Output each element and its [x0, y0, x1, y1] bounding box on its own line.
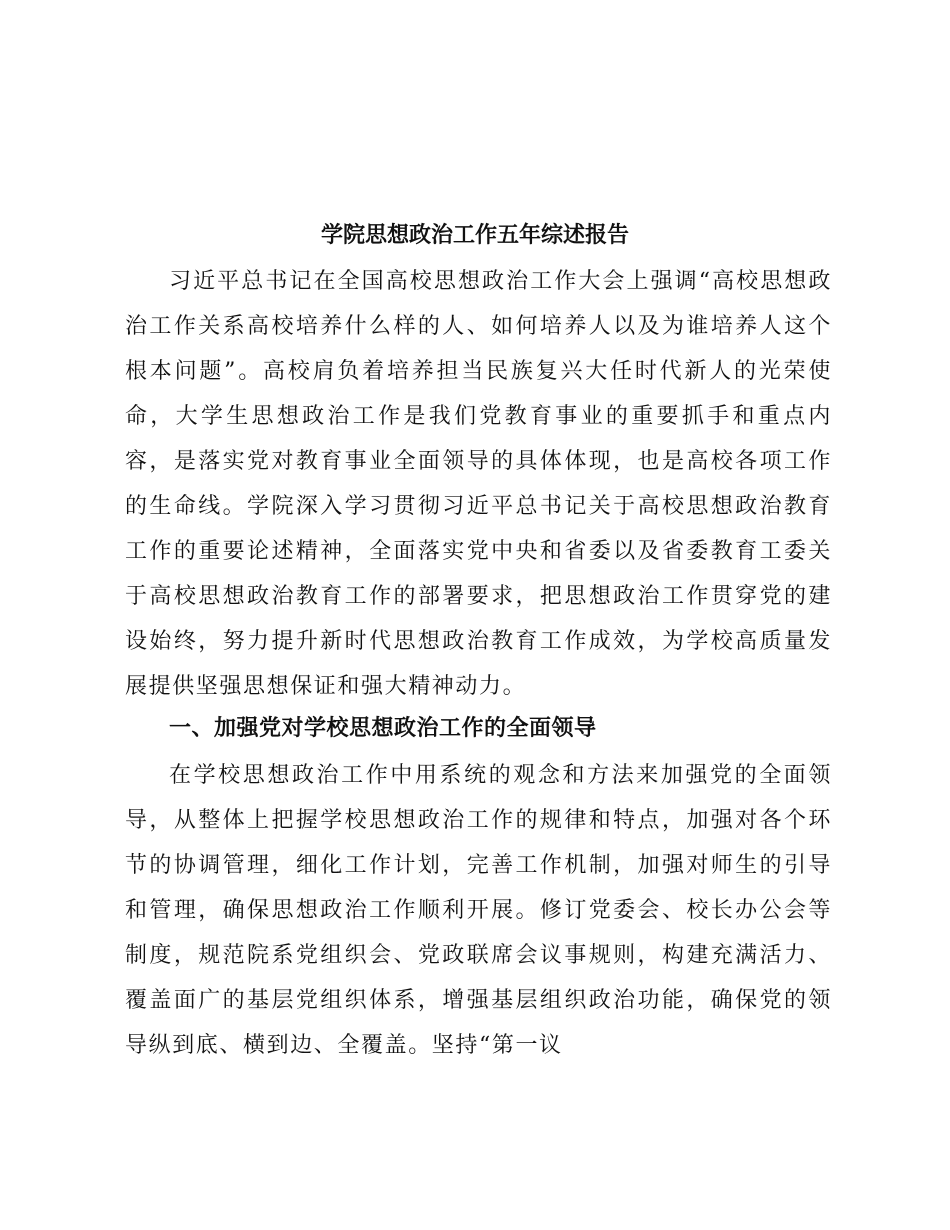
document-title: 学院思想政治工作五年综述报告 [320, 222, 629, 248]
intro-paragraph: 习近平总书记在全国高校思想政治工作大会上强调“高校思想政治工作关系高校培养什么样的人、如何培养人以及为谁培养人这个根本问题”。高校肩负着培养担当民族复兴大任时代新人的光荣使命，大学生思想政治工作是我们党教育事业的重要抓手和重点内容，是落实党对教育事业全面领导的具体体现，也是高校各项工作的生命线。学院深入学习贯彻习近平总书记关于高校思想政治教育工作的重要论述精神，全面落实党中央和省委以及省委教育工委关于高校思想政治教育工作的部署要求，把思想政治工作贯穿党的建设始终，努力提升新时代思想政治教育工作成效，为学校高质量发展提供坚强思想保证和强大精神动力。 [125, 269, 832, 699]
section-paragraph: 在学校思想政治工作中用系统的观念和方法来加强党的全面领导，从整体上把握学校思想政治工作的规律和特点，加强对各个环节的协调管理，细化工作计划，完善工作机制，加强对师生的引导和管理，确保思想政治工作顺利开展。修订党委会、校长办公会等制度，规范院系党组织会、党政联席会议事规则，构建充满活力、覆盖面广的基层党组织体系，增强基层组织政治功能，确保党的领导纵到底、横到边、全覆盖。坚持“第一议 [125, 763, 832, 1058]
section-heading: 一、加强党对学校思想政治工作的全面领导 [169, 716, 597, 741]
